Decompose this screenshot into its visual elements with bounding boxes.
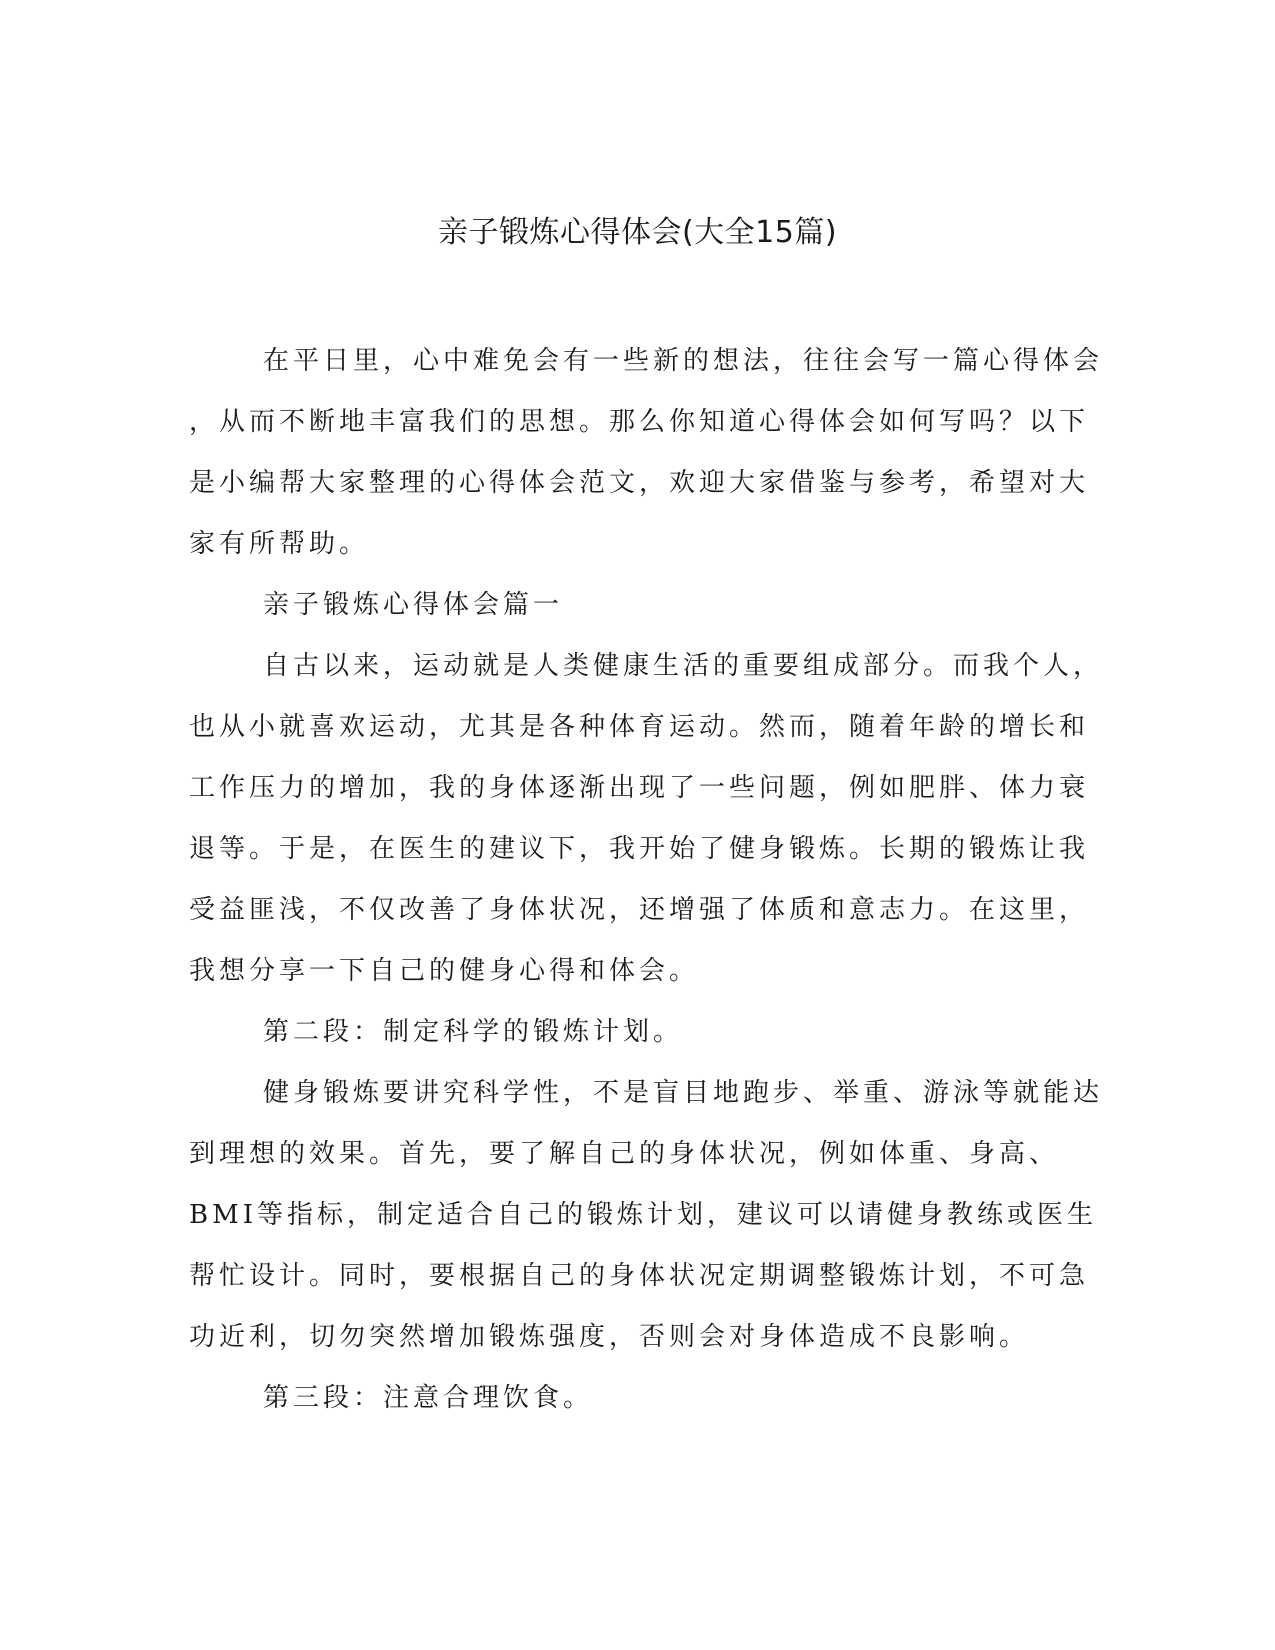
paragraph-line: 受益匪浅，不仅改善了身体状况，还增强了体质和意志力。在这里， [189,895,1090,925]
paragraph-line: 退等。于是，在医生的建议下，我开始了健身锻炼。长期的锻炼让我 [189,834,1090,864]
paragraph-line: BMI等指标，制定适合自己的锻炼计划，建议可以请健身教练或医生 [189,1200,1097,1230]
intro-paragraph-line: 家有所帮助。 [189,529,370,559]
section-heading-second: 第二段：制定科学的锻炼计划。 [263,1017,684,1047]
paragraph-line: 功近利，切勿突然增加锻炼强度，否则会对身体造成不良影响。 [189,1322,1030,1352]
paragraph-line: 到理想的效果。首先，要了解自己的身体状况，例如体重、身高、 [189,1139,1060,1169]
paragraph-line: 工作压力的增加，我的身体逐渐出现了一些问题，例如肥胖、体力衰 [189,773,1090,803]
document-title: 亲子锻炼心得体会(大全15篇) [437,215,838,250]
section-heading-third: 第三段：注意合理饮食。 [263,1383,594,1413]
section-heading-part-one: 亲子锻炼心得体会篇一 [263,590,564,620]
paragraph-line: 健身锻炼要讲究科学性，不是盲目地跑步、举重、游泳等就能达 [263,1078,1104,1108]
paragraph-line: 帮忙设计。同时，要根据自己的身体状况定期调整锻炼计划，不可急 [189,1261,1090,1291]
intro-paragraph-line: 是小编帮大家整理的心得体会范文，欢迎大家借鉴与参考，希望对大 [189,468,1090,498]
paragraph-line: 自古以来，运动就是人类健康生活的重要组成部分。而我个人， [263,651,1104,681]
intro-paragraph-line: 在平日里，心中难免会有一些新的想法，往往会写一篇心得体会 [263,346,1104,376]
paragraph-line: 我想分享一下自己的健身心得和体会。 [189,956,700,986]
intro-paragraph-line: ，从而不断地丰富我们的思想。那么你知道心得体会如何写吗？以下 [189,407,1090,437]
paragraph-line: 也从小就喜欢运动，尤其是各种体育运动。然而，随着年龄的增长和 [189,712,1090,742]
document-body [189,331,1104,1429]
